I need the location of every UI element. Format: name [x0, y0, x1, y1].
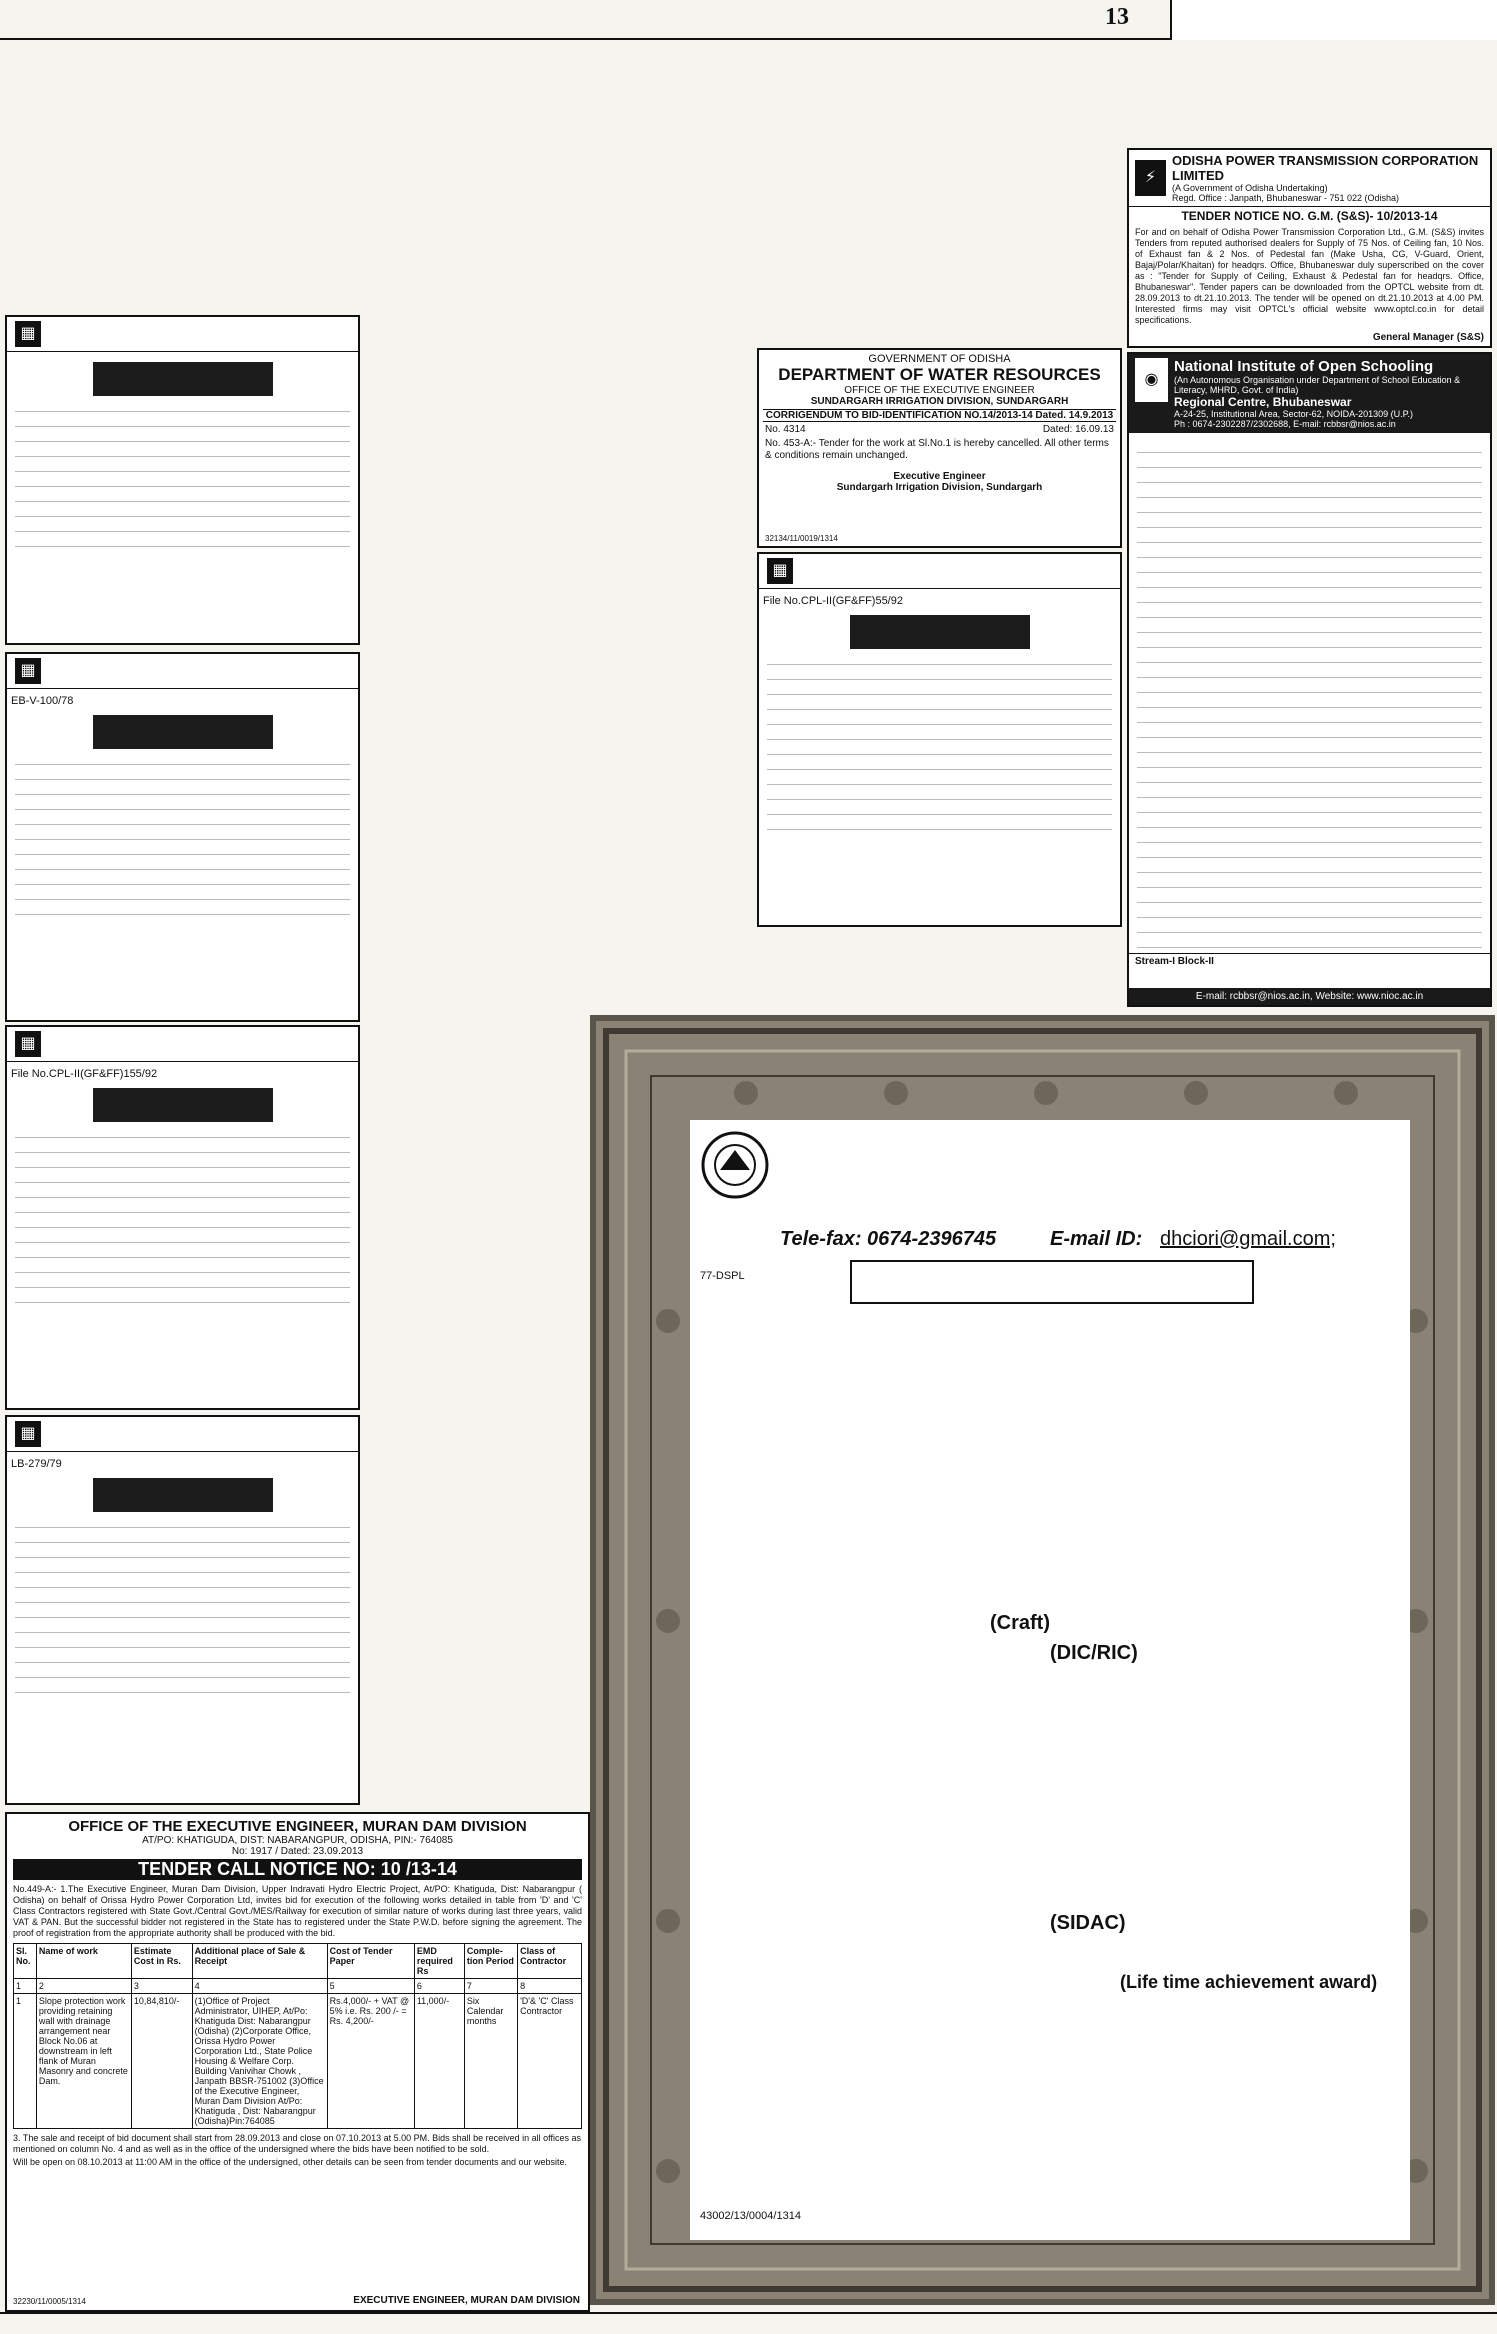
file-number: File No.CPL-II(GF&FF)155/92 — [11, 1068, 158, 1080]
bda-notice-1 — [5, 315, 360, 645]
file-number: File No.CPL-II(GF&FF)55/92 — [763, 595, 903, 607]
dic-ric-term: (DIC/RIC) — [1050, 1642, 1138, 1664]
telefax: Tele-fax: 0674-2396745 — [780, 1228, 997, 1250]
lifetime-award-term: (Life time achievement award) — [1120, 1972, 1378, 1992]
article-col-3 — [820, 150, 1120, 322]
optcl-logo-icon: ⚡ — [1135, 160, 1166, 196]
page-footer-rule — [0, 2312, 1497, 2334]
craft-term: (Craft) — [990, 1612, 1050, 1634]
bda-logo-icon: ▦ — [15, 658, 41, 684]
bda-logo-icon: ▦ — [767, 558, 793, 584]
bda-notice-5 — [757, 552, 1122, 927]
suchana-banner — [93, 362, 273, 396]
bda-notice-4 — [5, 1415, 360, 1805]
sidac-term: (SIDAC) — [1050, 1912, 1126, 1934]
article-body-recovered — [372, 1020, 582, 1480]
email-label: E-mail ID: — [1050, 1228, 1143, 1250]
nios-logo-icon: ◉ — [1135, 358, 1168, 402]
bda-notice-2 — [5, 652, 360, 1022]
bda-logo-icon: ▦ — [15, 321, 41, 347]
article-col-1 — [372, 150, 587, 322]
top-right-headline — [1170, 0, 1497, 40]
article-col-2 — [595, 150, 810, 322]
email-link[interactable]: dhciori@gmail.com; — [1160, 1228, 1336, 1250]
file-number: EB-V-100/78 — [11, 695, 74, 707]
dwr-corrigendum: GOVERNMENT OF ODISHA DEPARTMENT OF WATER RESOURCES OFFICE OF THE EXECUTIVE ENGINEER SUNDARGARH IRRIGATION DIVISION, SUNDARGARH CORRIGENDUM TO BID-IDENTIFICATION NO.14/2013-14 Dated. 14.9.2013 No. 4314 Dated: 16.09.13 No. 453-A:- Tender for the work at Sl.No.1 is hereby cancelled. All other terms & conditions remain unchanged. Executive Engineer Sundargarh Irrigation Division, Sundargarh 32134/11/0019/1314 — [757, 348, 1122, 548]
tender-table: Sl. No. Name of work Estimate Cost in Rs. Additional place of Sale & Receipt Cost of Tender Paper EMD required Rs Comple-tion Period Class of Contractor 1 2 3 4 5 6 7 8 1 Slope protection work providing retaining wall with drainage arrangement near Block No.06 at downstream in left flank of Muran Masonry and concrete Dam. 10,84,810/- (1)Office of Project Administrator, UIHEP, At/Po: Khatiguda Dist: Nabarangpur (Odisha) (2)Corporate Office, Orissa Hydro Power Corporation Ltd., State Police Housing & Welfare Corp. Building Vanivihar Chowk , Janpath BBSR-751002 (3)Office of the Executive Engineer, Muran Dam Division At/Po: Khatiguda , Dist: Nabarangpur (Odisha)Pin:764085 Rs.4,000/- + VAT @ 5% i.e. Rs. 200 /- = Rs. 4,200/- 11,000/- Six Calendar months 'D'& 'C' Class Contractor — [13, 1943, 582, 2129]
file-number: LB-279/79 — [11, 1458, 62, 1470]
bda-notice-3 — [5, 1025, 360, 1410]
article-adoption — [372, 1525, 582, 1805]
odisha-emblem-icon — [700, 1130, 770, 1200]
article-canal — [372, 735, 752, 920]
nios-notice: ◉ National Institute of Open Schooling (An Autonomous Organisation under Department of School Education & Literacy, MHRD, Govt. of India) Regional Centre, Bhubaneswar A-24-25, Institutional Area, Sector-62, NOIDA-201309 (U.P.) Ph : 0674-2302287/2302688, E-mail: rcbbsr@nios.ac.in Stream-I Block-II E-mail: rcbbsr@nios.ac.in, Website: www.nioc.ac.in — [1127, 352, 1492, 1007]
award-ad: Tele-fax: 0674-2396745 E-mail ID: dhciori@gmail.com; 77-DSPL (Craft) (DIC/RIC) (SIDAC) (Life time achievement award) 43002/13/0004/1314 — [690, 1120, 1410, 2240]
bda-logo-icon: ▦ — [15, 1031, 41, 1057]
muran-dam-tender: OFFICE OF THE EXECUTIVE ENGINEER, MURAN DAM DIVISION AT/PO: KHATIGUDA, DIST: NABARANGPUR, ODISHA, PIN:- 764085 No: 1917 / Dated: 23.09.2013 TENDER CALL NOTICE NO: 10 /13-14 No.449-A:- 1.The Executive Engineer, Muran Dam Division, Upper Indravati Hydro Electric Project, At/PO: Khatiguda, Dist: Nabarangpur ( Odisha) on behalf of Orissa Hydro Power Corporation Ltd, invites bid for execution of the following works detailed in table from 'D' and 'C' Class Contractors registered with State Govt./Central Govt./MES/Railway for execution of similar nature of works during last three years, valid VAT & PAN. But the successful bidder not registered in the State has to registered under the State P.W.D. before signing the agreement. The proof of registration from the appropriate authority shall be produced with the bid. Sl. No. Name of work Estimate Cost in Rs. Additional place of Sale & Receipt Cost of Tender Paper EMD required Rs Comple-tion Period Class of Contractor 1 2 3 4 5 6 7 8 1 Slope protection work providing retaining wall with drainage arrangement near Block No.06 at downstream in left flank of Muran Masonry and concrete Dam. 10,84,810/- (1)Office of Project Administrator, UIHEP, At/Po: Khatiguda Dist: Nabarangpur (Odisha) (2)Corporate Office, Orissa Hydro Power Corporation Ltd., State Police Housing & Welfare Corp. Building Vanivihar Chowk , Janpath BBSR-751002 (3)Office of the Executive Engineer, Muran Dam Division At/Po: Khatiguda , Dist: Nabarangpur (Odisha)Pin:764085 Rs.4,000/- + VAT @ 5% i.e. Rs. 200 /- = Rs. 4,200/- 11,000/- Six Calendar months 'D'& 'C' Class Contractor 3. The sale and receipt of bid document shall start from 28.09.2013 and close on 07.10.2013 at 5.00 PM. Bids shall be received in all offices as mentioned on column No. 4 and as well as in the office of the undersigned where the bids have been notified to be sold. Will be open on 08.10.2013 at 11:00 AM in the office of the undersigned, other details can be seen from tender documents and our website. 32230/11/0005/1314 EXECUTIVE ENGINEER, MURAN DAM DIVISION — [5, 1812, 590, 2312]
page-number: 13 — [1105, 4, 1129, 30]
table-row: 1 Slope protection work providing retaining wall with drainage arrangement near Block No.06 at downstream in left flank of Muran Masonry and concrete Dam. 10,84,810/- (1)Office of Project Administrator, UIHEP, At/Po: Khatiguda Dist: Nabarangpur (Odisha) (2)Corporate Office, Orissa Hydro Power Corporation Ltd., State Police Housing & Welfare Corp. Building Vanivihar Chowk , Janpath BBSR-751002 (3)Office of the Executive Engineer, Muran Dam Division At/Po: Khatiguda , Dist: Nabarangpur (Odisha)Pin:764085 Rs.4,000/- + VAT @ 5% i.e. Rs. 200 /- = Rs. 4,200/- 11,000/- Six Calendar months 'D'& 'C' Class Contractor — [14, 1994, 582, 2129]
optcl-tender: ⚡ ODISHA POWER TRANSMISSION CORPORATION LIMITED (A Government of Odisha Undertaking) Regd. Office : Janpath, Bhubaneswar - 751 022 (Odisha) TENDER NOTICE NO. G.M. (S&S)- 10/2013-14 For and on behalf of Odisha Power Transmission Corporation Ltd., G.M. (S&S) invites Tenders from reputed authorised dealers for Supply of 75 Nos. of Ceiling fan, 10 Nos. of Exhaust fan & 2 Nos. of Pedestal fan (Make Usha, CG, V-Guard, Orient, Bajaj/Polar/Khaitan) for headqrs. Office, Bhubaneswar duly superscribed on the cover as : "Tender for Supply of Ceiling, Exhaust & Pedestal fan for headqrs. Office, Bhubaneswar". Tender papers can be downloaded from the OPTCL website from dt. 28.09.2013 to dt.21.10.2013. The tender will be opened on dt.21.10.2013 at 4.00 PM. Interested firms may visit OPTCL's official website www.optcl.co.in for detail specifications. General Manager (S&S) — [1127, 148, 1492, 348]
award-heading — [850, 1260, 1254, 1304]
article-theft — [372, 392, 752, 672]
main-headline — [360, 45, 1140, 140]
bda-logo-icon: ▦ — [15, 1421, 41, 1447]
